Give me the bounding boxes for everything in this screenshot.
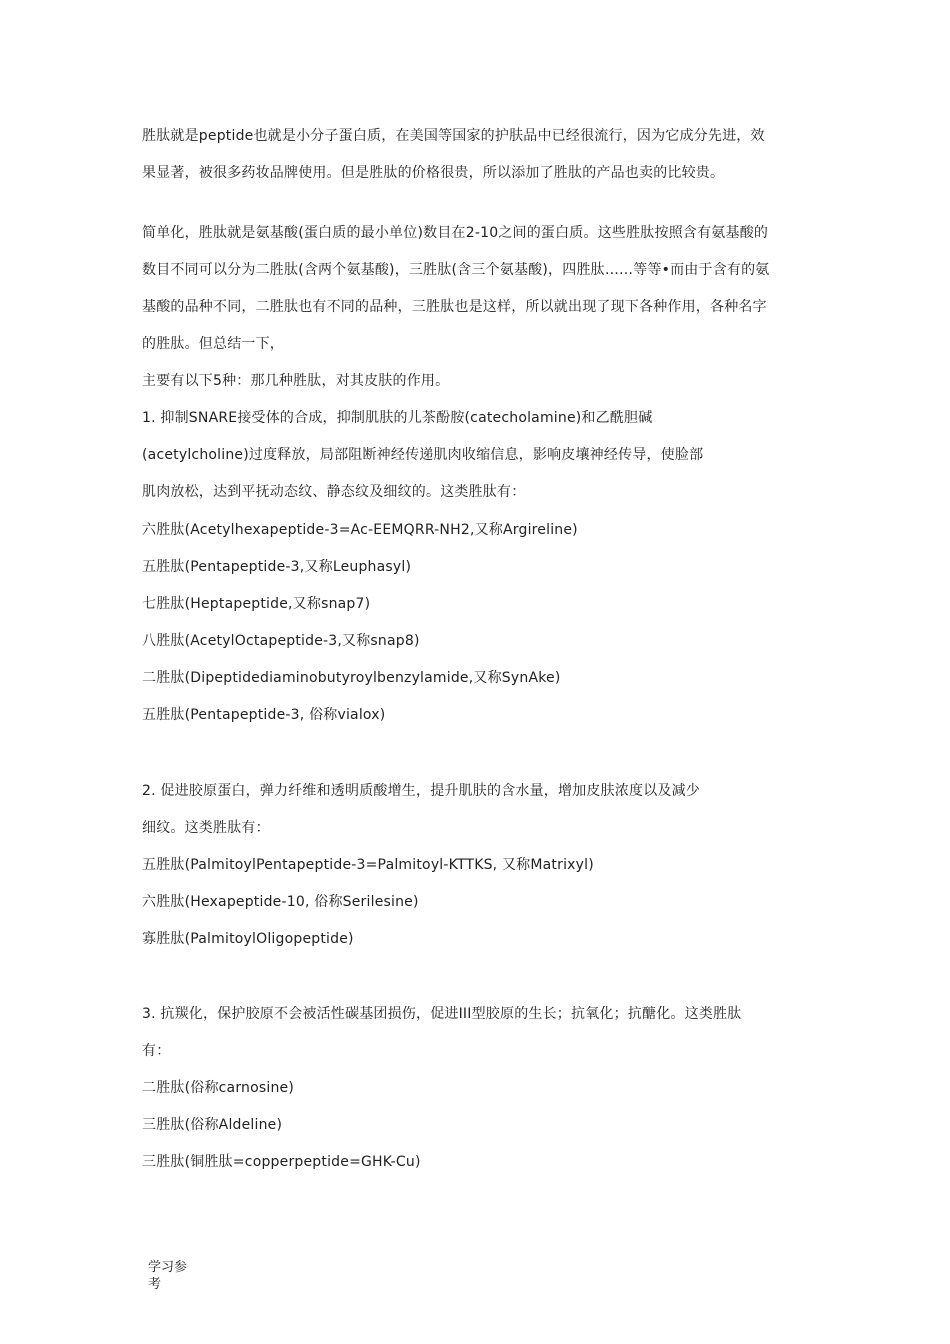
paragraph-definition-line-4: 的胜肽。但总结一下，	[142, 336, 284, 352]
section-3-list-item: 三胜肽(俗称Aldeline)	[142, 1117, 283, 1133]
section-1-list-item: 八胜肽(AcetylOctapeptide-3,又称snap8)	[142, 633, 420, 649]
section-1-list-item: 二胜肽(Dipeptidediaminobutyroylbenzylamide,又称SynAke)	[142, 670, 561, 686]
section-1-heading-line-1: 1. 抑制SNARE接受体的合成，抑制肌肤的儿茶酚胺(catecholamine)和乙酰胆碱	[142, 410, 653, 426]
paragraph-intro-line-2: 果显著，被很多药妆品牌使用。但是胜肽的价格很贵，所以添加了胜肽的产品也卖的比较贵。	[142, 165, 725, 181]
footer-line-1: 学习参	[148, 1260, 188, 1275]
section-2-list-item: 五胜肽(PalmitoylPentapeptide-3=Palmitoyl-KTTKS, 又称Matrixyl)	[142, 857, 594, 873]
section-1-list-item: 六胜肽(Acetylhexapeptide-3=Ac-EEMQRR-NH2,又称Argireline)	[142, 522, 578, 538]
section-1-list-item: 五胜肽(Pentapeptide-3,又称Leuphasyl)	[142, 559, 412, 575]
paragraph-definition-line-1: 简单化，胜肽就是氨基酸(蛋白质的最小单位)数目在2-10之间的蛋白质。这些胜肽按照含有氨基酸的	[142, 225, 769, 241]
section-2-heading-line-1: 2. 促进胶原蛋白，弹力纤维和透明质酸增生，提升肌肤的含水量，增加皮肤浓度以及减少	[142, 783, 701, 799]
section-1-heading-line-3: 肌肉放松，达到平抚动态纹、静态纹及细纹的。这类胜肽有：	[142, 484, 526, 500]
section-2-heading-line-2: 细纹。这类胜肽有：	[142, 820, 270, 836]
footer-line-2: 考	[148, 1277, 162, 1292]
section-2-list-item: 寡胜肽(PalmitoylOligopeptide)	[142, 931, 354, 947]
page-footer	[148, 1259, 208, 1293]
section-3-list-item: 三胜肽(铜胜肽=copperpeptide=GHK-Cu)	[142, 1154, 421, 1170]
section-1-heading-line-2: (acetylcholine)过度释放，局部阻断神经传递肌肉收缩信息，影响皮壤神经传导，使脸部	[142, 447, 704, 463]
paragraph-intro-line-1: 胜肽就是peptide也就是小分子蛋白质，在美国等国家的护肤品中已经很流行，因为它成分先进，效	[142, 128, 765, 144]
summary-line: 主要有以下5种：那几种胜肽，对其皮肤的作用。	[142, 373, 450, 389]
paragraph-definition-line-2: 数目不同可以分为二胜肽(含两个氨基酸)，三胜肽(含三个氨基酸)，四胜肽……等等•而由于含有的氨	[142, 262, 770, 278]
paragraph-definition-line-3: 基酸的品种不同，二胜肽也有不同的品种，三胜肽也是这样，所以就出现了现下各种作用，各种名字	[142, 299, 767, 315]
section-1-list-item: 七胜肽(Heptapeptide,又称snap7)	[142, 596, 371, 612]
section-1-list-item: 五胜肽(Pentapeptide-3, 俗称vialox)	[142, 707, 386, 723]
section-2-list-item: 六胜肽(Hexapeptide-10, 俗称Serilesine)	[142, 894, 419, 910]
section-3-heading-line-1: 3. 抗羰化，保护胶原不会被活性碳基团损伤，促进III型胶原的生长；抗氧化；抗醣化。这类胜肽	[142, 1006, 742, 1022]
section-3-list-item: 二胜肽(俗称carnosine)	[142, 1080, 295, 1096]
section-3-heading-line-2: 有：	[142, 1043, 171, 1059]
